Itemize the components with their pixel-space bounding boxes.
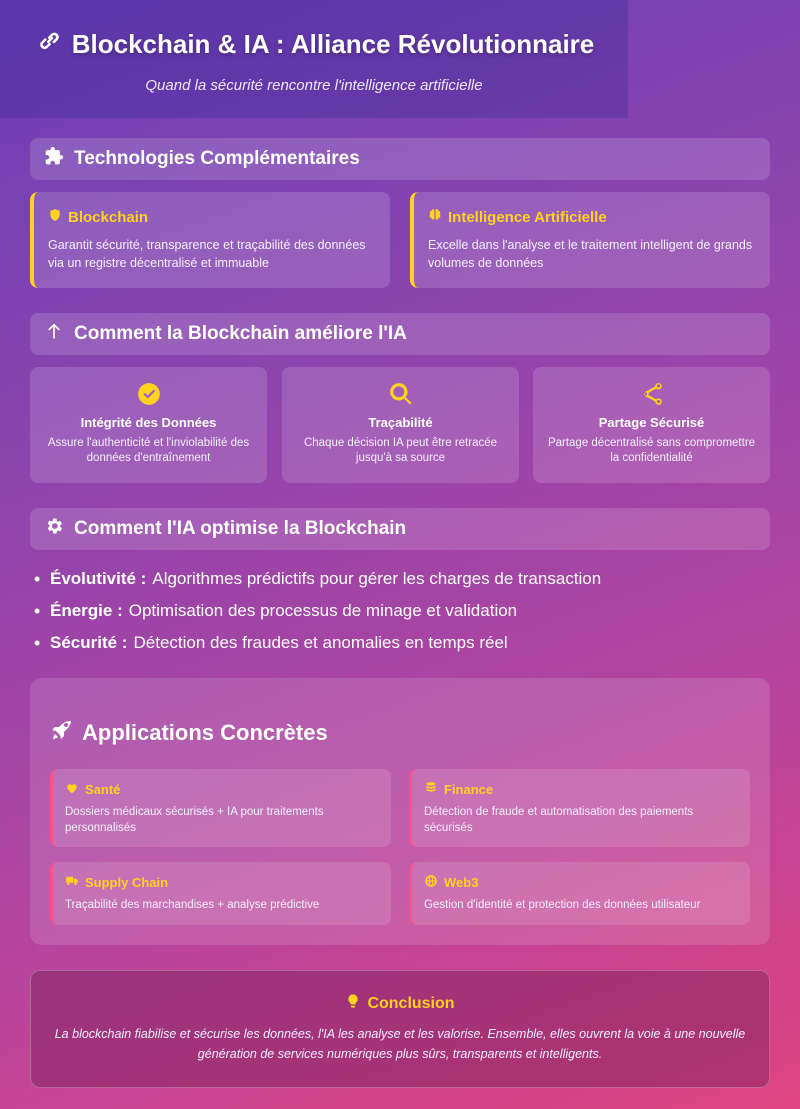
feature-card-integrity xyxy=(30,367,267,483)
section-title: Comment l'IA optimise la Blockchain xyxy=(74,518,407,539)
section-title: Comment la Blockchain améliore l'IA xyxy=(74,323,407,344)
puzzle-icon xyxy=(44,146,64,172)
card-title: Finance xyxy=(424,781,738,798)
arrow-up-icon xyxy=(44,321,64,347)
coins-icon xyxy=(424,781,438,798)
tech-card-ai xyxy=(410,192,770,288)
card-text: Traçabilité des marchandises + analyse prédictive xyxy=(65,899,320,911)
feature-text: Assure l'authenticité et l'inviolabilité des données d'entraînement xyxy=(47,437,250,464)
shield-icon xyxy=(48,208,62,226)
list-item: • Sécurité : Détection des fraudes et anomalies en temps réel xyxy=(50,627,601,659)
app-card-health xyxy=(50,769,391,847)
globe-icon xyxy=(424,874,438,891)
link-icon xyxy=(34,26,64,63)
card-title: Blockchain xyxy=(48,208,376,226)
card-title: Intelligence Artificielle xyxy=(428,208,756,226)
rocket-icon xyxy=(50,718,74,748)
check-circle-icon xyxy=(30,381,267,407)
feature-text: Chaque décision IA peut être retracée jusqu'à sa source xyxy=(303,437,498,464)
page-title: Blockchain & IA : Alliance Révolutionnaire xyxy=(71,29,595,59)
card-text: Excelle dans l'analyse et le traitement intelligent de grands volumes de données xyxy=(428,238,753,270)
list-item: • Évolutivité : Algorithmes prédictifs pour gérer les charges de transaction xyxy=(50,563,601,595)
page-title-row xyxy=(0,26,628,63)
feature-title: Intégrité des Données xyxy=(80,415,217,430)
feature-text: Partage décentralisé sans compromettre la confidentialité xyxy=(547,437,756,464)
conclusion-title: Conclusion xyxy=(31,993,769,1014)
brain-icon xyxy=(428,208,442,226)
list-item: • Énergie : Optimisation des processus de minage et validation xyxy=(50,595,601,627)
tech-card-blockchain xyxy=(30,192,390,288)
share-icon xyxy=(533,381,770,407)
feature-title: Partage Sécurisé xyxy=(598,415,705,430)
card-text: Gestion d'identité et protection des données utilisateur xyxy=(424,899,701,911)
feature-title: Traçabilité xyxy=(368,415,433,430)
conclusion-text: La blockchain fiabilise et sécurise les données, l'IA les analyse et les valorise. Ensemble, elles ouvrent la voie à une nouvelle génération de services numériques plus sûrs, transparents et intelligents. xyxy=(54,1027,746,1061)
section-blockchain-improves-ai xyxy=(30,313,770,355)
app-card-finance xyxy=(409,769,750,847)
conclusion-box xyxy=(30,970,770,1088)
app-card-supply-chain xyxy=(50,862,391,925)
header xyxy=(0,0,628,118)
lightbulb-icon xyxy=(345,993,361,1014)
card-title: Supply Chain xyxy=(65,874,379,891)
truck-icon xyxy=(65,874,79,891)
card-title: Santé xyxy=(65,781,379,798)
card-title: Web3 xyxy=(424,874,738,891)
feature-card-secure-sharing xyxy=(533,367,770,483)
heart-pulse-icon xyxy=(65,781,79,798)
card-text: Dossiers médicaux sécurisés + IA pour traitements personnalisés xyxy=(65,806,324,834)
search-icon xyxy=(282,381,519,407)
section-ai-optimizes-blockchain xyxy=(30,508,770,550)
section-technologies xyxy=(30,138,770,180)
app-card-web3 xyxy=(409,862,750,925)
card-text: Garantit sécurité, transparence et traçabilité des données via un registre décentralisé et immuable xyxy=(48,238,366,270)
applications-title: Applications Concrètes xyxy=(50,718,328,748)
optimization-list xyxy=(50,563,601,659)
gear-icon xyxy=(44,516,64,542)
card-text: Détection de fraude et automatisation des paiements sécurisés xyxy=(424,806,694,834)
applications-box xyxy=(30,678,770,945)
feature-card-traceability xyxy=(282,367,519,483)
page-subtitle: Quand la sécurité rencontre l'intelligence artificielle xyxy=(145,77,483,94)
section-title: Technologies Complémentaires xyxy=(74,148,360,169)
